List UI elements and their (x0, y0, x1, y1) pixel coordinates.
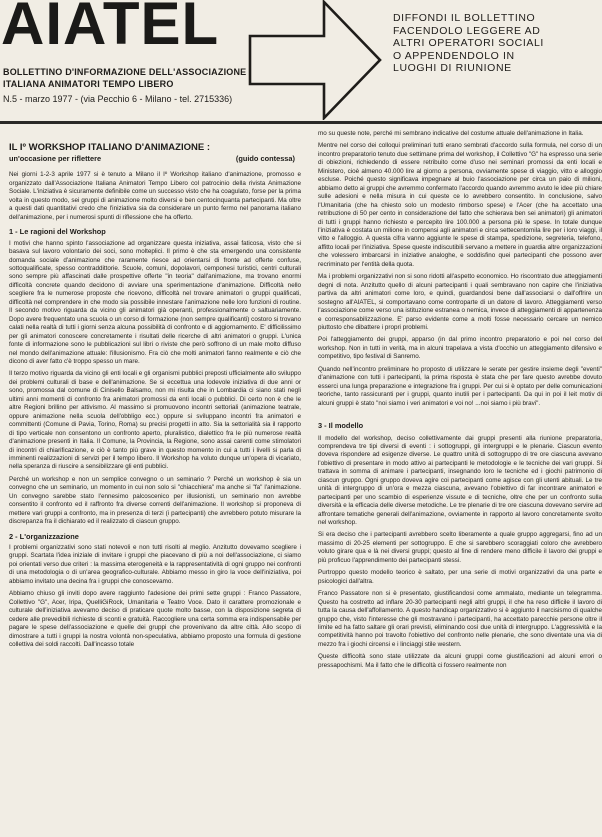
subtitle-line-2: ITALIANA ANIMATORI TEMPO LIBERO (3, 79, 174, 89)
body-paragraph: I motivi che hanno spinto l'associazione ad organizzare questa iniziativa, assai faticosa, visto che si basava sul lavoro volontario dei soci, sono molteplici. Il primo è che sta emergendo una consistente domanda sociale d'animazione che raramente riesce ad orientarsi di fronte ad offerte confuse, sottoqualificate, spesso contraddittorie. Scuole, comuni, dopolavori, cemponesi turistici, centri culturali sono sempre più affascinati dalle prospettive offerte "in teoria" dall'animazione, ma trovano enormi difficoltà concrete quando decidono di avviare una sperimentazione d'animazione. Difficoltà nello scegliere fra le numerose proposte che ricevono, difficoltà nel trovare animatori o gruppi qualificati, difficoltà nel comprendere in che modo sia possibile innestare l'animazione nelle loro funzioni di routine. Il secondo motivo riguarda da vicino gli animatori già operanti, professionalmente o saltuariamente. Dopo avere frequentato una scuola o un corso di formazione (non sempre qualificanti) costoro si trovano calati nella realtà di tutti i giorni senza alcuna possibilità di confronto e di aggiornamento. E' difficilissimo per gli animatori conoscere concretamente i risultati delle ricerche di altri animatori o gruppi. L'unica fonte di informazione sono le pubblicazioni sul libri o riviste che però soffrono di un male molto diffuso nel mondo dell'animazione attuale: l'illusionismo. Fra ciò che molti animatori fanno realmente e ciò che dicono di aver fatto c'è troppo spesso un mare. (9, 239, 301, 365)
body-paragraph: I problemi organizzativi sono stati notevoli e non tutti risolti al meglio. Anzitutto dovevamo scegliere i gruppi. Scartata l'idea iniziale di invitare i gruppi che piacevano di più a noi dell'associazione, ci siamo poi orientati verso due criteri : la massima eterogeneità e la rappresentatività di ogni gruppo nei confronti di una metodologia o di un'area geografico-culturale. Abbiamo messo in giro la voce dell'iniziativa, poi abbiamo invitato una decina fra i gruppi che conoscevamo. (9, 544, 301, 585)
slogan (393, 12, 544, 75)
article-column-right (318, 130, 602, 837)
body-paragraph: Si era deciso che i partecipanti avrebbero scelto liberamente a quale gruppo aggregarsi, fino ad un massimo di 20-25 elementi per sottogruppo. E che si sarebbero scoraggiati coloro che avrebbero voluto girare qua e là nei diversi gruppi; questo al fine di rendere meno difficile il lavoro dei gruppi e più proficuo l'apprendimento dei partecipanti stessi. (318, 531, 602, 564)
slogan-line: FACENDOLO LEGGERE AD (393, 24, 541, 37)
article (0, 124, 602, 837)
slogan-line: ALTRI OPERATORI SOCIALI (393, 37, 544, 49)
article-column-left (9, 132, 301, 837)
intro-paragraph: Nei giorni 1-2-3 aprile 1977 si è tenuto a Milano il Iº Workshop italiano d'animazione, promosso e organizzato dall'Associazione Italiana Animatori Tempo Libero col patrocinio della rivista Animazione Sociale. L'iniziativa è sicuramente definibile come un successo visto che ha coagulato, forse per la prima volta in questo modo, sei gruppi di animazione molto diversi e ben centocinquanta partecipanti. Ma oltre a questi dati quantitativi credo che l'iniziativa sia da considerare un punto fermo nel panorama italiano dell'animazione, per i numerosi spunti di riflessione che ha offerto. (9, 171, 301, 221)
article-subtitle: un'occasione per riflettere (9, 154, 102, 163)
subtitle-line-1: BOLLETTINO D'INFORMAZIONE DELL'ASSOCIAZIONE (3, 67, 247, 77)
masthead (0, 0, 602, 122)
article-subtitle-row (9, 155, 301, 163)
body-paragraph: Il terzo motivo riguarda da vicino gli enti locali e gli organismi pubblici preposti ufficialmente allo sviluppo dei problemi culturali di base e dell'animazione. Se si eccettua una lodevole iniziativa di due anni or sono, promossa dal comune di Cinisello Balsamo, non mi risulta che in Lombardia ci siano stati negli ultimi anni momenti di confronto fra animatori promossi da enti locali o pubblici. Di certo non è che le altre Regioni brillino per attivismo. Al massimo si promuovono incontri settoriali (animazione teatrale, oppure animazione nella scuola dell'obbligo ecc.) oppure si sviluppano incontri fra animatori e committenti (Comune di Pavia, Torino, Roma) su precisi progetti in atto. Sia la settorialità sia il rapporto di tipo verticale non consentono un confronto aperto, pluralistico, dialettico fra le più numerose realtà d'animazione presenti in Italia. Il Comune, la Provincia, la Regione, sono assai carenti come stimolatori di incontri di chiarificazione, e ciò è tanto più grave in questo momento in cui a tutti i livelli si parla di imminenti realizzazioni di servizi per il tempo libero. Il Workshop ha voluto dunque un'opera di vicariato, nella speranza di riuscire a sensibilizzare gli enti pubblici. (9, 370, 301, 471)
body-paragraph: Quando nell'incontro preliminare ho proposto di utilizzare le serate per gestire insieme degli "eventi" d'animazione con tutti i partecipanti, la prima risposta è stata che per fare questo avrebbe dovuto esserci una lunga preparazione e integrazione fra i gruppi. Per cui si è optato per delle comunicazioni teoriche, tanto rassicuranti per i gruppi, quanto inutili per i partecipanti. Da qui in poi il leit motiv di alcuni gruppi è stato "noi siamo i veri animatori e voi no! ...noi siamo i più bravi". (318, 365, 602, 407)
article-title: IL Iº WORKSHOP ITALIANO D'ANIMAZIONE : (9, 142, 211, 153)
body-paragraph: Ma i problemi organizzativi non si sono ridotti all'aspetto economico. Ho riscontrato due atteggiamenti degni di nota. Anzitutto quello di alcuni partecipanti i quali sembravano non capire che l'iniziativa partiva da altri animatori come loro, e quindi, guardandosi bene dall'associarsi o dall'offrire un sostegno all'AIATEL, si comportavano come controparte di un datore di lavoro. Atteggiamenti verso l'associazione come verso una istituzione estranea o nemica, invece di atteggiamenti di appartenenza e corresponsabilizzazione. E' parso evidente come a molti fosse necessario cercare un nemico piuttosto che dibattere i propri problemi. (318, 273, 602, 331)
body-paragraph: Purtroppo questo modello teorico è saltato, per una serie di motivi organizzativi da una parte e psicologici dall'altra. (318, 569, 602, 585)
slogan-line: DIFFONDI IL BOLLETTINO (393, 12, 536, 24)
article-author: (guido contessa) (235, 154, 295, 163)
body-paragraph: Mentre nel corso dei colloqui preliminari tutti erano sembrati d'accordo sulla formula, nel corso di un incontro preparatorio tenuto due settimane prima del workshop, il Collettivo "G" ha espresso una serie di obiezioni, richiedendo di essere retribuito come d'uso nei seminari promossi da enti locali e Ministero, cioè almeno 40.000 lire al giorno a persona, ovviamente spese di viaggio, vitto e alloggio escluse. Poiché questo significava impegnare al buio l'associazione per circa un paio di milioni, abbiamo detto ai gruppi che avremmo confermato l'accordo quando avremmo avuto le idee più chiare sulle adesioni e nella misura in cui queste ce lo avrebbero consentito. In conclusione, salvo l'Umanitaria (che ha chiesto solo un modesto rimborso spese) e l'Acer (che ha accettato una retribuzione di 50 per cento in considerazione del fatto che schierava ben sei animatori) gli animatori di tutti i gruppi hanno richiesto e percepito lire 100.000 a persona più le spese. In totale dunque l'iniziativa è costata un milione in compensi agli animatori e circa settecentomila lire per i loro viaggi, il vitto e l'alloggio. A questa cifra vanno aggiunte le spese di stampa, spedizione, segreteria, telefono, affitto locali per l'iniziativa. Spese queste indiscutibili servano a mettere in guardia altre organizzazioni che volessero imbarcarsi in iniziative analoghe, e soddisfino quei partecipanti che possono aver recriminato per l'entità della quota. (318, 142, 602, 268)
right-arrow-icon (246, 0, 384, 120)
section-heading: 1 - Le ragioni del Workshop (9, 227, 106, 237)
slogan-line: O APPENDENDOLO IN (393, 49, 515, 62)
section-heading: 2 - L'organizzazione (9, 531, 79, 541)
body-paragraph: mo su queste note, perché mi sembrano indicative del costume attuale dell'animazione in Italia. (318, 130, 584, 137)
issue-info: N.5 - marzo 1977 - (via Pecchio 6 - Milano - tel. 2715336) (3, 94, 233, 104)
slogan-line: LUOGHI DI RIUNIONE (393, 62, 512, 74)
body-paragraph: Queste difficoltà sono state utilizzate da alcuni gruppi come giustificazioni ad alcuni errori o pressapochismi. Ma il fatto che le difficoltà ci fossero realmente non (318, 653, 602, 669)
bulletin-subtitle (3, 66, 246, 90)
body-paragraph: Perché un workshop e non un semplice convegno o un seminario ? Perché un workshop è sia un convegno che un seminario, un momento in cui non solo si "chiacchiera" ma anche si "fa" l'animazione. Un convegno sarebbe stato l'ennesimo palcoscenico per illusionisti, un seminario non avrebbe consentito il confronto ed il raffronto fra diverse correnti dell'animazione. Il workshop si proponeva di mettere vari gruppi a confronto, ma in presenza di terzi (i partecipanti) che avrebbero potuto misurare la discrepanza fra il dichiarato ed il realizzato di ciascun gruppo. (9, 475, 301, 526)
logo: AIATEL (1, 0, 220, 57)
body-paragraph: Franco Passatore non si è presentato, giustificandosi come ammalato, mediante un telegramma. Questo ha costretto ad inflare 20-30 partecipanti negli altri gruppi, il che ha reso difficile il lavoro di tutta la causa dell'affollamento. A questo handicap organizzativo si è aggiunto il narcisismo di qualche gruppo che, visto l'interesse che gli mostravano i partecipanti, ha accettato parecchie persone oltre il limite ed ha fatto saltare gli orari previsti, eliminando così due unità di intergruppo. L'aggressività e la competitività hanno poi travolto l'obiettivo del confronto nelle plenarie, che sono diventate una via di mezzo fra i giochi circensi e i linciaggi stile western. (318, 590, 602, 648)
body-paragraph: Poi l'atteggiamento dei gruppi, apparso (in dal primo incontro preparatorio e poi nel corso del workshop. Non in tutti in verità, ma in alcuni trapelava a vista d'occhio un atteggiamento difensivo e competitivo, tipo festival di Sanremo. (318, 336, 602, 361)
body-paragraph: Abbiamo chiuso gli inviti dopo avere raggiunto l'adesione dei primi sette gruppi : Franco Passatore, Collettivo "G", Acer, Iripa, QuelliGiRock, Umanitaria e Teatro Voce. Dato il carattere promozionale e culturale dell'iniziativa avevamo deciso di praticare quote molto basse, con la disposizione segreta di cedere alle prevedibili richieste di sconti e gratuità. Raccogliere una certa somma era indispensabile per pagare le spese dell'associazione e quelle dei gruppi che provenivano da altre città. Allo scopo di dimostrare a tutti i gruppi la nostra volontà non-speculativa, abbiamo proposto una formula di gestione collettiva dei soldi raccolti. Dall'incasso totale (9, 590, 301, 649)
section-heading: 3 - Il modello (318, 421, 364, 431)
body-paragraph: Il modello del workshop, deciso collettivamente dai gruppi presenti alla riunione preparatoria, comprendeva tre tipi diversi di eventi : i sottogruppi, gli intergruppi e le plenarie. Ciascun evento doveva rispondere ad esigenze diverse. Le quattro unità di sottogruppo di tre ore ciascuna avevano l'obiettivo di presentare in modo attivo ai partecipanti le metodologie e le tecniche dei vari gruppi. Si trattava in somma di animare i partecipanti, insegnando loro le tecniche ed i giochi patrimonio di ciascun gruppo. Ogni gruppo doveva agire coi partecipanti come agisce con gli utenti abituali. Le tre unità di intergruppo di un'ora e mezza ciascuna, avevano l'obiettivo di far incontrare animatori e partecipanti per uno scambio di esperienze vissute e di tecniche, oltre che per un confronto sulla diversità e la efficacia delle diverse metodiche. Le tre plenarie di tre ore ciascuna dovevano servire ad affrontare tematiche generali dell'animazione, ovviamente in rapporto al lavoro concretamente svolto nel workshop. (318, 434, 602, 527)
